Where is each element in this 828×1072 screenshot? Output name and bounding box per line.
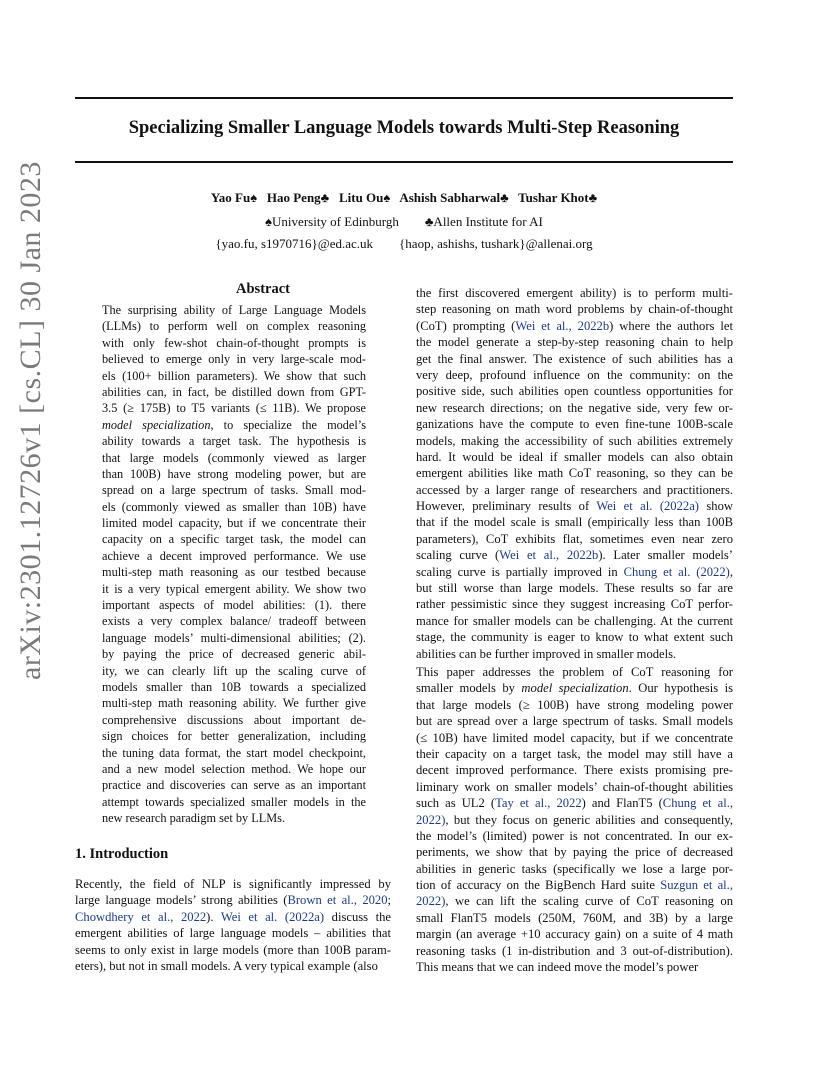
text-line: tion of accuracy on the BigBench Hard suite Suzgun et al.,: [416, 878, 733, 893]
text-line: ganizations have the compute to even fine-tune 100B-scale: [416, 417, 733, 432]
text-line: abilities in generic tasks (specifically we lose a large por-: [416, 861, 733, 876]
text-line: get the final answer. The existence of such abilities has a: [416, 351, 733, 366]
text-line: periments, we show that by paying the price of decreased: [416, 845, 733, 860]
text-line: comprehensive discussions about important de-: [102, 712, 366, 727]
text-line: achieve a decent improved performance. We use: [102, 548, 366, 563]
author-list: Yao Fu♠ Hao Peng♣ Litu Ou♠ Ashish Sabharwal♣ Tushar Khot♣: [210, 190, 598, 205]
text-line: ity, we can clearly lift up the scaling curve of: [102, 663, 366, 678]
introduction-heading: 1. Introduction: [75, 846, 169, 862]
text-line: capacity on a specific target task, the model can: [102, 532, 366, 547]
text-line: with only few-shot chain-of-thought prompts is: [102, 335, 366, 350]
text-line: abilities can, in fact, be distilled down from GPT-: [102, 384, 366, 399]
text-line: ability towards a target task. The hypothesis is: [102, 434, 366, 449]
text-line: scaling curve is partially improved in Chung et al. (2022),: [416, 564, 733, 579]
text-line: believed to emerge only in very large-scale mod-: [102, 352, 366, 367]
text-line: hard. It would be ideal if smaller models can also obtain: [416, 449, 733, 464]
text-line: 3.5 (≥ 175B) to T5 variants (≤ 11B). We propose: [102, 401, 366, 416]
text-line: liminary work on smaller models’ chain-of-thought abilities: [416, 779, 733, 794]
text-line: the first discovered emergent ability) is to perform multi-: [416, 286, 733, 300]
text-line: els (commonly viewed as smaller than 10B) have: [102, 499, 366, 514]
text-line: such as UL2 (Tay et al., 2022) and FlanT5 (Chung et al.,: [416, 796, 733, 811]
text-line: very deep, profound influence on the community: on the: [416, 367, 733, 382]
text-line: model specialization, to specialize the model’s: [102, 417, 367, 432]
text-line: new research directions; on the negative side, very few or-: [416, 400, 733, 415]
text-line: their capacity on a target task, the model may still have a: [416, 746, 733, 761]
text-line: (CoT) prompting (Wei et al., 2022b) where the authors let: [416, 318, 733, 333]
text-line: 2022), but they focus on generic abilities and consequently,: [416, 812, 733, 827]
arxiv-identifier: arXiv:2301.12726v1 [cs.CL] 30 Jan 2023: [14, 161, 47, 680]
text-line: seems to only exist in large models (more than 100B param-: [75, 942, 391, 957]
text-line: (≤ 10B) have limited model capacity, but if we concentrate: [416, 730, 733, 745]
text-line: This paper addresses the problem of CoT reasoning for: [416, 665, 733, 679]
text-line: and a new model selection method. We hope our: [102, 761, 366, 776]
text-line: multi-step math reasoning as our testbed because: [102, 565, 366, 580]
text-line: the model’s (limited) power is not concentrated. In our ex-: [416, 828, 733, 843]
text-line: than 100B) have strong modeling power, but are: [102, 466, 366, 481]
text-line: limited model capacity, but if we concentrate their: [102, 516, 366, 531]
text-line: step reasoning on math word problems by chain-of-thought: [416, 302, 733, 317]
title-bottom-rule: [75, 161, 733, 163]
text-line: Recently, the field of NLP is significantly impressed by: [75, 877, 391, 891]
text-line: parameters), CoT exhibits flat, sometimes even near zero: [416, 531, 733, 546]
text-line: els (100+ billion parameters). We show that such: [102, 368, 366, 383]
text-line: it is a very typical emergent ability. We show two: [102, 581, 366, 596]
text-line: Chowdhery et al., 2022). Wei et al. (2022a) discuss the: [75, 909, 392, 924]
text-line: models, making the accessibility of such abilities extremely: [416, 433, 733, 448]
text-line: decent improved performance. There exists promising pre-: [416, 763, 733, 778]
right-column-paragraph-1: [416, 285, 733, 662]
text-line: practice and discoveries can serve as an important: [102, 778, 366, 793]
text-line: emergent abilities of large language models – abilities that: [75, 926, 391, 941]
top-rule: [75, 97, 733, 99]
text-line: stage, the community is eager to know to what extent such: [416, 630, 733, 645]
text-line: important aspects of model abilities: (1). there: [102, 598, 366, 613]
text-line: multi-step math reasoning ability. We further give: [102, 696, 366, 711]
text-line: language models’ multi-dimensional abilities; (2).: [102, 630, 366, 645]
text-line: the tuning data format, the start model checkpoint,: [102, 745, 366, 760]
text-line: accessed by a larger range of researchers and practitioners.: [416, 482, 733, 497]
affiliations: ♠University of Edinburgh ♣Allen Institute for AI: [265, 214, 543, 229]
text-line: that large models (commonly viewed as larger: [102, 450, 366, 465]
text-line: positive side, such abilities open countless opportunities for: [416, 384, 733, 399]
text-line: This means that we can indeed move the model’s power: [416, 960, 699, 975]
author-emails: {yao.fu, s1970716}@ed.ac.uk {haop, ashishs, tushark}@allenai.org: [215, 236, 593, 251]
text-line: that if the model scale is small (empirically less than 100B: [416, 515, 733, 530]
text-line: smaller models by model specialization. Our hypothesis is: [416, 681, 734, 696]
text-line: that large models (≥ 100B) have strong modeling power: [416, 697, 733, 712]
text-line: attempt towards specialized smaller models in the: [102, 794, 366, 809]
text-line: 2022), we can lift the scaling curve of CoT reasoning on: [416, 894, 733, 909]
text-line: mance for smaller models can be challenging. At the current: [416, 613, 733, 628]
text-line: sign choices for better generalization, including: [102, 729, 366, 744]
text-line: However, preliminary results of Wei et al. (2022a) show: [416, 499, 733, 514]
text-line: (LLMs) to perform well on complex reasoning: [102, 319, 366, 334]
text-line: abilities can be further improved in smaller models.: [416, 646, 677, 661]
text-line: models smaller than 10B towards a specialized: [102, 679, 366, 694]
text-line: large language models’ strong abilities (Brown et al., 2020;: [75, 893, 392, 908]
text-line: spread on a large spectrum of tasks. Small mod-: [102, 483, 366, 498]
text-line: The surprising ability of Large Language Models: [102, 303, 366, 317]
text-line: but are spread over a large spectrum of tasks. Small models: [416, 714, 733, 729]
text-line: margin (an average +10 accuracy gain) on a suite of 4 math: [416, 927, 733, 942]
paper-title: Specializing Smaller Language Models towards Multi-Step Reasoning: [128, 118, 680, 138]
text-line: emergent abilities like math CoT reasoning, so they can be: [416, 466, 733, 481]
text-line: reasoning tasks (1 in-distribution and 3 out-of-distribution).: [416, 943, 733, 958]
text-line: rather pessimistic since they suggest increasing CoT perfor-: [416, 597, 733, 612]
right-column-paragraph-2: [416, 664, 733, 975]
abstract-body: [102, 302, 366, 827]
abstract-heading: Abstract: [236, 281, 290, 297]
text-line: eters), but not in small models. A very typical example (also: [75, 958, 378, 973]
text-line: small FlanT5 models (250M, 760M, and 3B) by a large: [416, 910, 733, 925]
text-line: but still worse than large models. These results so far are: [416, 581, 733, 596]
text-line: scaling curve (Wei et al., 2022b). Later smaller models’: [416, 548, 734, 563]
text-line: exists a very complex balance/ tradeoff between: [102, 614, 366, 629]
text-line: new research paradigm set by LLMs.: [102, 811, 286, 826]
introduction-body: [75, 876, 391, 974]
text-line: by paying the price of decreased generic abil-: [102, 647, 366, 662]
text-line: the model generate a step-by-step reasoning chain to help: [416, 335, 733, 350]
